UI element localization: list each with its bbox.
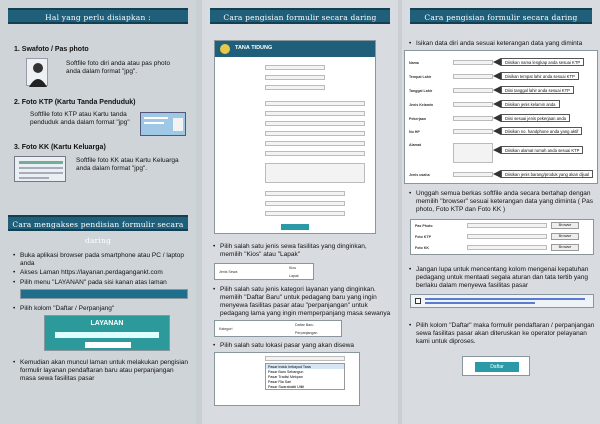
arrow-icon [493, 170, 501, 178]
step-choose-layanan: • Pilih menu "LAYANAN" pada sisi kanan atas laman [20, 279, 190, 287]
upload-kk[interactable] [467, 245, 547, 250]
daftar-button[interactable]: Daftar [475, 362, 519, 372]
lapak-option[interactable]: Lapak [289, 274, 299, 278]
browse-button[interactable]: Browse [551, 233, 579, 240]
data-form-screenshot [404, 50, 598, 184]
layanan-screenshot [44, 315, 170, 351]
form-field-1[interactable] [265, 65, 325, 70]
step-access-url: • Akses Laman https://layanan.perdagangankt.com [20, 269, 190, 277]
step-choose-daftar: • Pilih kolom "Daftar / Perpanjang" [20, 305, 190, 313]
field-label-no-hp: No HP [409, 130, 420, 134]
hint-jenis-kelamin: Diisikan jenis kelamin anda [501, 100, 560, 108]
step-checkbox: • Jangan lupa untuk mencentang kolom mengenai kepatuhan pedagang untuk mentaati segala aturan dan tata tertib yang berlaku dalam menyewa fasilitas pasar [416, 266, 596, 290]
jenis-sewa-label: Jenis Sewa [219, 270, 238, 274]
form-field-7[interactable] [265, 131, 365, 136]
banner-form-1: Cara pengisian formulir secara daring [210, 8, 390, 24]
form-logo-text: TANA TIDUNG [235, 45, 273, 51]
perpanjangan-option[interactable]: Perpanjangan [295, 331, 318, 335]
arrow-icon [493, 58, 501, 66]
jenis-kelamin-select[interactable] [453, 102, 493, 107]
arrow-icon [493, 86, 501, 94]
checkbox-screenshot [410, 294, 594, 308]
agree-checkbox[interactable] [415, 298, 421, 304]
kategori-label: Kategori [219, 327, 233, 331]
pasar-option[interactable]: Pasar Tradisi Mekpan [268, 374, 303, 379]
form-header [215, 41, 375, 57]
upload-field-3[interactable] [265, 211, 345, 216]
layanan-title: LAYANAN [90, 320, 124, 327]
upload-ktp[interactable] [467, 234, 547, 239]
form-field-5[interactable] [265, 111, 365, 116]
daftar-screenshot [462, 356, 530, 376]
pasar-dropdown-screenshot [214, 352, 360, 406]
arrow-icon [493, 72, 501, 80]
upload-label-ktp: Foto KTP [415, 235, 431, 239]
form-field-9[interactable] [265, 151, 365, 156]
kategori-screenshot [214, 320, 342, 337]
tempat-lahir-input[interactable] [453, 74, 493, 79]
field-label-alamat: Alamat [409, 143, 421, 147]
column-form-2 [402, 0, 600, 424]
form-textarea[interactable] [265, 163, 365, 183]
upload-screenshot [410, 219, 594, 255]
field-label-pekerjaan: Pekerjaan [409, 117, 426, 121]
step-choose-pasar: • Pilih salah satu lokasi pasar yang akan disewa [220, 342, 392, 350]
item-swafoto-title: 1. Swafoto / Pas photo [14, 46, 89, 53]
browse-button[interactable]: Browse [551, 222, 579, 229]
pasar-option[interactable]: Pasar Induk Imbayud Tana [266, 364, 344, 369]
pasar-options-list [265, 363, 345, 390]
pekerjaan-input[interactable] [453, 116, 493, 121]
form-submit-button[interactable] [281, 224, 309, 230]
item-kk-text: Softfile foto KK atau Kartu Keluarga anda dalam format "jpg". [76, 157, 179, 172]
agree-text [425, 302, 535, 304]
hint-tanggal-lahir: Diisi tanggal lahir anda sesuai KTP [501, 86, 574, 94]
ktp-card-icon [140, 112, 186, 136]
banner-form-2: Cara pengisian formulir secara daring [410, 8, 592, 24]
arrow-icon [493, 146, 501, 154]
kk-card-icon [14, 156, 66, 182]
form-field-2[interactable] [265, 75, 325, 80]
logo-icon [220, 44, 230, 54]
step-form-appears: • Kemudian akan muncul laman untuk melakukan pengisian formulir layanan pendaftaran baru atau perpanjangan masa sewa fasilitas pasar [20, 359, 190, 383]
item-ktp-text: Softfile foto KTP atau Kartu tanda penduduk anda dalam format "jpg" [30, 111, 130, 126]
step-choose-kategori: • Pilih salah satu jenis kategori layanan yang dinginkan. memilih "Daftar Baru" untuk pedagang baru yang ingin menyewa fasilitas pasar atau "perpanjangan" untuk pedagang lama yang ingin memperpanjang masa sewanya [220, 286, 392, 318]
step-upload: • Unggah semua berkas softfile anda secara bertahap dengan memilih "browser" sesuai keterangan data yang diminta ( Pas photo, Foto KTP dan Foto KK ) [416, 190, 596, 214]
form-field-4[interactable] [265, 101, 365, 106]
alamat-textarea[interactable] [453, 143, 493, 163]
jenis-usaha-input[interactable] [453, 172, 493, 177]
upload-pas-photo[interactable] [467, 223, 547, 228]
form-field-6[interactable] [265, 121, 365, 126]
column-form-1 [202, 0, 398, 424]
step-fill-data: • Isikan data diri anda sesuai keterangan data yang diminta [416, 40, 596, 48]
upload-field-2[interactable] [265, 201, 345, 206]
layanan-field [55, 332, 159, 338]
hint-pekerjaan: Diisi sesuai jenis pekerjaan anda [501, 114, 570, 122]
step-choose-sewa: • Pilih salah satu jenis sewa fasilitas yang dinginkan, memilih "Kios" atau "Lapak" [220, 243, 390, 259]
hint-alamat: Diisikan alamat rumah anda sesuai KTP [501, 146, 583, 154]
arrow-icon [493, 100, 501, 108]
arrow-icon [493, 114, 501, 122]
item-ktp-title: 2. Foto KTP (Kartu Tanda Penduduk) [14, 99, 136, 106]
pasar-select[interactable] [265, 356, 345, 361]
upload-label-pas-photo: Pas Photo [415, 224, 433, 228]
hint-nama: Diisikan nama lengkap anda sesuai KTP [501, 58, 584, 66]
daftar-perpanjang-option[interactable] [85, 342, 131, 348]
site-header-screenshot [20, 289, 188, 299]
pasar-option[interactable]: Pasar Baru Sebangun [268, 369, 304, 374]
arrow-icon [493, 127, 501, 135]
kios-option[interactable]: Kios [289, 266, 296, 270]
daftar-baru-option[interactable]: Daftar Baru [295, 323, 314, 327]
step-daftar: • Pilih kolom "Daftar" maka formulir pendaftaran / perpanjangan sewa fasilitas pasar akan diteruskan ke operator pelayanan kami untuk diproses. [416, 322, 596, 346]
step-open-browser: • Buka aplikasi browser pada smartphone atau PC / laptop anda [20, 252, 190, 268]
column-prepare [0, 0, 196, 424]
pasar-option[interactable]: Pasar Ria Sari [268, 379, 292, 384]
hint-jenis-usaha: Diisikan jenis barang/produk yang akan dijual [501, 170, 593, 178]
tanggal-lahir-input[interactable] [453, 88, 493, 93]
upload-field-1[interactable] [265, 191, 345, 196]
jenis-sewa-screenshot [214, 263, 314, 280]
browse-button[interactable]: Browse [551, 244, 579, 251]
person-photo-icon [26, 58, 48, 86]
nama-input[interactable] [453, 60, 493, 65]
upload-label-kk: Foto KK [415, 246, 429, 250]
field-label-tanggal-lahir: Tanggal Lahir [409, 89, 433, 93]
agree-text [425, 298, 585, 300]
hint-no-hp: Diisikan no. handphone anda yang aktif [501, 127, 582, 135]
item-swafoto-text: Softfile foto diri anda atau pas photo anda dalam format "jpg". [66, 60, 171, 75]
field-label-nama: Nama [409, 61, 419, 65]
form-field-3[interactable] [265, 85, 325, 90]
banner-prepare: Hal yang perlu disiapkan : [8, 8, 188, 24]
form-screenshot [214, 40, 376, 234]
pasar-option[interactable]: Pasar Swarabakti Utilit [268, 384, 305, 389]
field-label-jenis-usaha: Jenis usaha [409, 173, 430, 177]
no-hp-input[interactable] [453, 129, 493, 134]
form-field-8[interactable] [265, 141, 365, 146]
field-label-tempat-lahir: Tempat Lahir [409, 75, 432, 79]
field-label-jenis-kelamin: Jenis Kelamin [409, 103, 434, 107]
item-kk-title: 3. Foto KK (Kartu Keluarga) [14, 144, 106, 151]
hint-tempat-lahir: Disikan tempat lahir anda sesuai KTP [501, 72, 579, 80]
banner-access: Cara mengakses pendisian formulir secara daring [8, 215, 188, 231]
